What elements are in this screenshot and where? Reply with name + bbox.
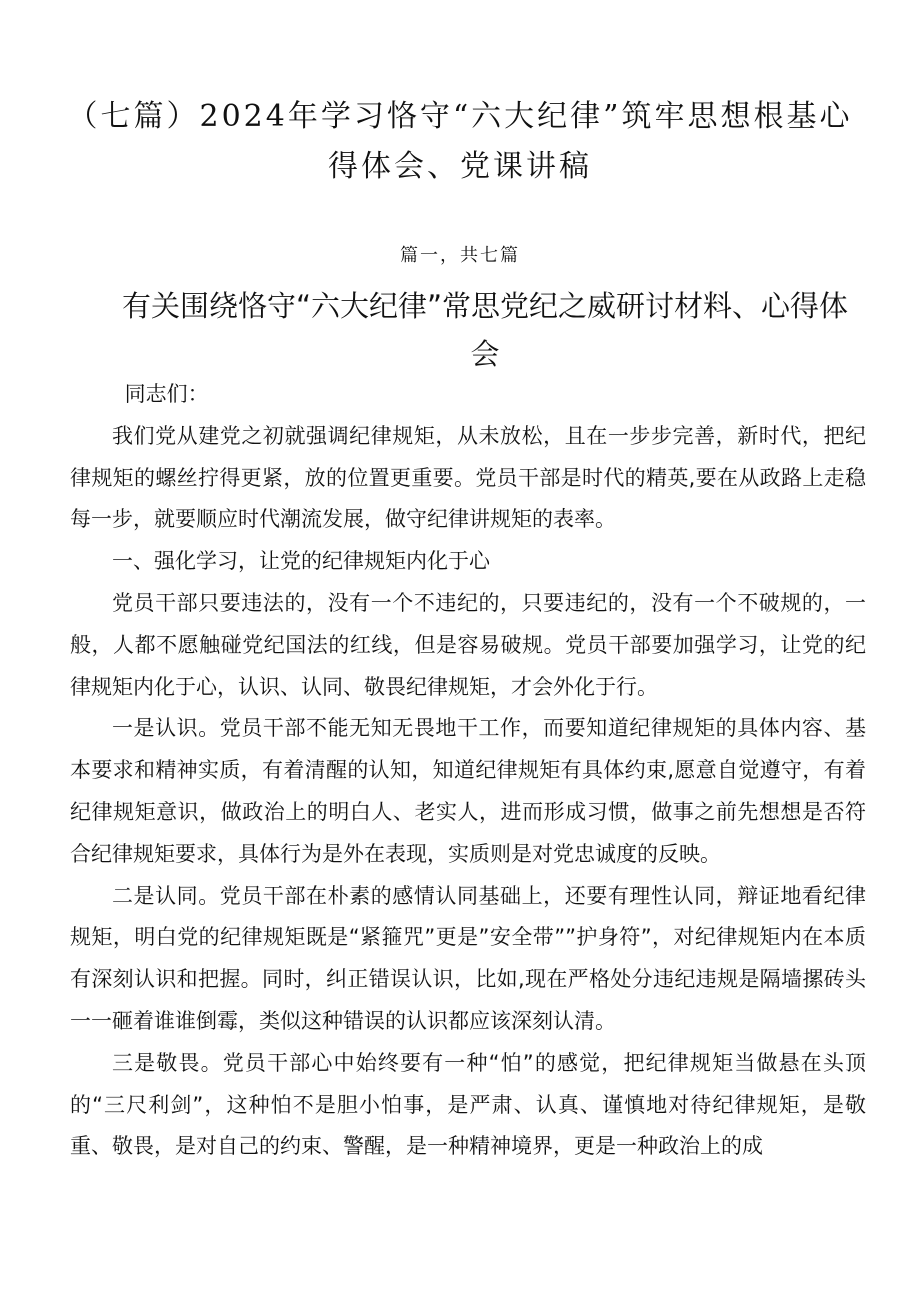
greeting: 同志们：	[124, 382, 209, 406]
paragraph: 二是认同。党员干部在朴素的感情认同基础上，还要有理性认同，辩证地看纪律规矩，明白党的纪律规矩既是“紧箍咒”更是”安全带””护身符”，对纪律规矩内在本质有深刻认识和把握。同时，纠正错误认识，比如,现在严格处分违纪违规是隔墙摞砖头一一砸着谁谁倒霉，类似这种错误的认识都应该深刻认清。	[70, 883, 866, 1033]
section-heading: 一、强化学习，让党的纪律规矩内化于心	[112, 549, 490, 574]
paragraph: 一是认识。党员干部不能无知无畏地干工作，而要知道纪律规矩的具体内容、基本要求和精神实质，有着清醒的认知，知道纪律规矩有具体约束,愿意自觉遵守，有着纪律规矩意识，做政治上的明白人、老实人，进而形成习惯，做事之前先想想是否符合纪律规矩要求，具体行为是外在表现，实质则是对党忠诚度的反映。	[70, 716, 866, 866]
paragraph: 我们党从建党之初就强调纪律规矩，从未放松，且在一步步完善，新时代，把纪律规矩的螺丝拧得更紧，放的位置更重要。党员干部是时代的精英,要在从政路上走稳每一步，就要顺应时代潮流发展，做守纪律讲规矩的表率。	[70, 423, 867, 532]
paragraph: 党员干部只要违法的，没有一个不违纪的，只要违纪的，没有一个不破规的，一般，人都不愿触碰党纪国法的红线，但是容易破规。党员干部要加强学习，让党的纪律规矩内化于心，认识、认同、敬畏纪律规矩，才会外化于行。	[70, 590, 866, 699]
section-subtitle: 篇一，共七篇	[400, 245, 520, 266]
main-title: （七篇）2024年学习恪守“六大纪律”筑牢思想根基心得体会、党课讲稿	[67, 99, 853, 184]
paragraph: 三是敬畏。党员干部心中始终要有一种“怕”的感觉，把纪律规矩当做悬在头顶的“三尺利剑”，这种怕不是胆小怕事，是严肃、认真、谨慎地对待纪律规矩，是敬重、敬畏，是对自己的约束、警醒，是一种精神境界，更是一种政治上的成	[70, 1050, 866, 1159]
article-body	[70, 374, 866, 1168]
article-title: 有关围绕恪守“六大纪律”常思党纪之威研讨材料、心得体会	[121, 289, 849, 371]
